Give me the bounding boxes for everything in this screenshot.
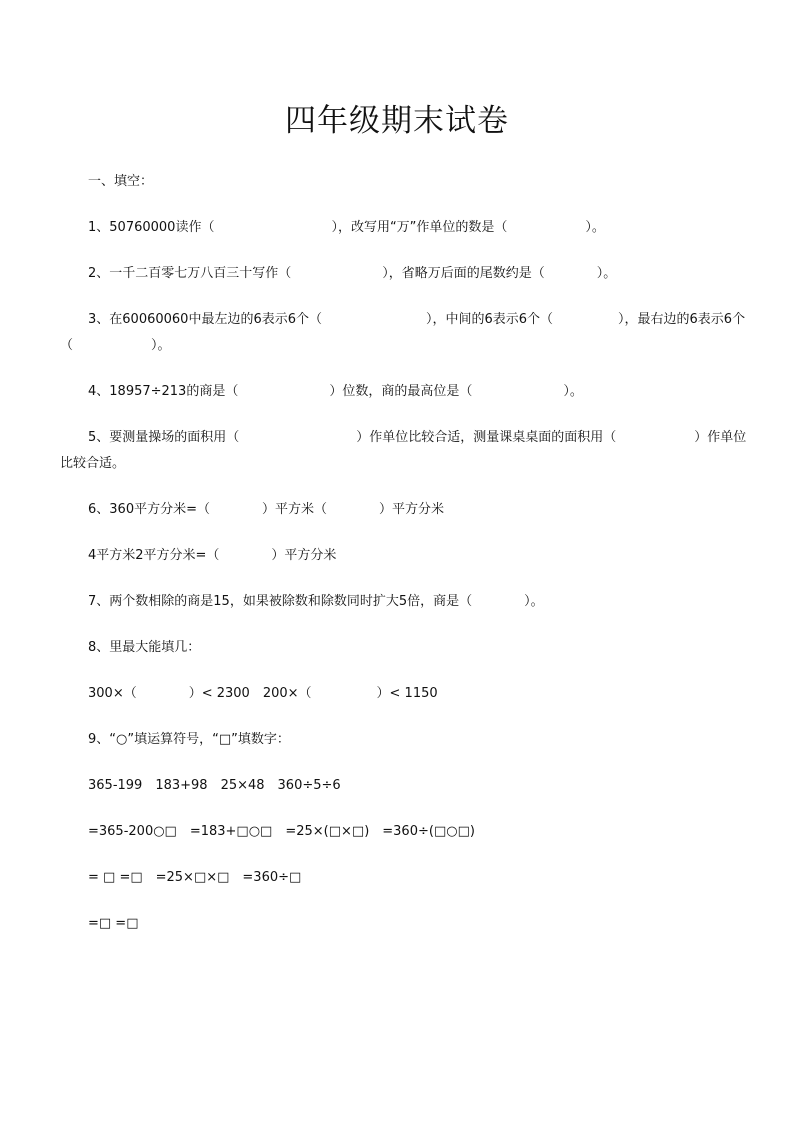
question-5-continued: 比较合适。 [60, 456, 126, 471]
question-9: 9、“○”填运算符号，“□”填数字： [88, 732, 290, 747]
question-4: 4、18957÷213的商是（ ）位数，商的最高位是（ ）。 [88, 384, 583, 399]
question-3-continued: （ ）。 [60, 338, 171, 353]
question-7: 7、两个数相除的商是15，如果被除数和除数同时扩大5倍，商是（ ）。 [88, 594, 544, 609]
question-3: 3、在60060060中最左边的6表示6个（ ），中间的6表示6个（ ），最右边的6表示6个 [88, 312, 746, 327]
question-5: 5、要测量操场的面积用（ ）作单位比较合适，测量课桌桌面的面积用（ ）作单位 [88, 430, 747, 445]
question-1: 1、50760000读作（ ），改写用“万”作单位的数是（ ）。 [88, 220, 605, 235]
question-6-part-2: 4平方米2平方分米=（ ）平方分米 [88, 548, 337, 563]
question-2: 2、一千二百零七万八百三十写作（ ），省略万后面的尾数约是（ ）。 [88, 266, 617, 281]
question-9-step-2: = □ =□ =25×□×□ =360÷□ [88, 870, 302, 885]
question-6: 6、360平方分米=（ ）平方米（ ）平方分米 [88, 502, 444, 517]
question-9-step-3: =□ =□ [88, 916, 139, 931]
question-9-step-1: =365-200○□ =183+□○□ =25×(□×□) =360÷(□○□) [88, 824, 475, 839]
page-title: 四年级期末试卷 [285, 103, 509, 139]
question-8: 8、里最大能填几： [88, 640, 201, 655]
section-heading-fill-in: 一、填空： [88, 174, 154, 189]
question-8-items: 300×（ ）< 2300 200×（ ）< 1150 [88, 686, 438, 701]
question-9-expressions: 365-199 183+98 25×48 360÷5÷6 [88, 778, 341, 793]
